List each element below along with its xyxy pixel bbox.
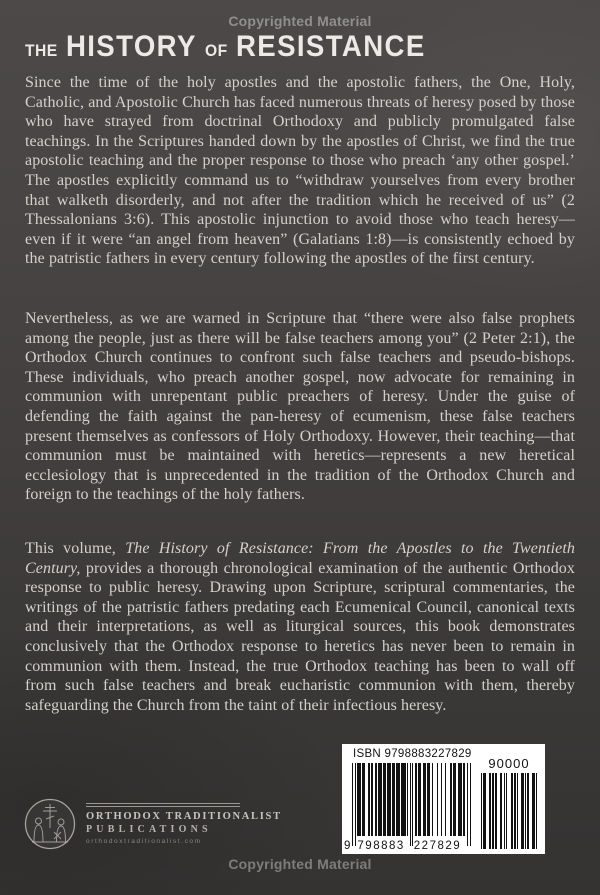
publisher-logo bbox=[23, 794, 282, 854]
publisher-emblem-icon bbox=[23, 794, 77, 854]
copyright-watermark-bottom: Copyrighted Material bbox=[228, 856, 372, 872]
book-title bbox=[25, 30, 426, 64]
title-word-history: HISTORY bbox=[65, 30, 197, 63]
isbn-barcode-block bbox=[342, 744, 545, 854]
publisher-text-block bbox=[86, 794, 282, 854]
back-cover-paragraph-1: Since the time of the holy apostles and the apostolic fathers, the One, Holy, Catholic, and Apostolic Church has faced numerous threats of heresy posed by those who have strayed from doctrinal Orthodoxy and publicly promulgated false teachings. In the Scriptures handed down by the apostles of Christ, we find the true apostolic teaching and the proper response to those who preach ‘any other gospel.’ The apostles explicitly command us to “withdraw yourselves from every brother that walketh disorderly, and not after the tradition which he received of us” (2 Thessalonians 3:6). This apostolic injunction to avoid those who teach heresy—even if it were “an angel from heaven” (Galatians 1:8)—is consistently echoed by the patristic fathers in every century following the apostles of the first century. bbox=[25, 74, 575, 268]
price-supplement-barcode bbox=[480, 756, 538, 849]
copyright-watermark-top: Copyrighted Material bbox=[228, 13, 372, 29]
ean13-lead-digit: 9 bbox=[344, 840, 351, 852]
ean13-digits bbox=[344, 840, 461, 852]
paragraph-3-rest: provides a thorough chronological examination of the authentic Orthodox response to public heresy. Drawing upon Scripture, scriptural commentaries, the writings of the patristic fathers predating each Ecumenical Council, canonical texts and their interpretations, as well as liturgical sources, this book demonstrates conclusively that the Orthodox response to heretics has never been to remain in communion with them. Instead, the true Orthodox teaching has been to wall off from such false teachers and break eucharistic communion with them, thereby safeguarding the Church from the taint of their infectious heresy. bbox=[25, 559, 575, 714]
publisher-name: ORTHODOX TRADITIONALIST bbox=[86, 811, 282, 822]
back-cover-paragraph-3 bbox=[25, 539, 575, 715]
price-code: 90000 bbox=[488, 756, 530, 771]
paragraph-3-book-title-italic: The History of Resistance: From the Apostles to the Twentieth Century, bbox=[25, 540, 575, 577]
isbn-label: ISBN 9798883227829 bbox=[353, 748, 472, 760]
title-word-the: THE bbox=[25, 41, 58, 60]
ean13-digit-group-1: 798883 bbox=[357, 840, 405, 852]
title-word-resistance: RESISTANCE bbox=[235, 30, 426, 63]
publisher-division: PUBLICATIONS bbox=[86, 824, 212, 835]
ean5-barcode-icon bbox=[480, 773, 538, 849]
paragraph-3-prefix: This volume, bbox=[25, 540, 126, 557]
title-word-of: OF bbox=[205, 41, 228, 60]
ean13-barcode-icon bbox=[352, 763, 471, 846]
back-cover-paragraph-2: Nevertheless, as we are warned in Scripture that “there were also false prophets among the people, just as there will be false teachers among you” (2 Peter 2:1), the Orthodox Church continues to confront such false teachers and pseudo-bishops. These individuals, who preach another gospel, now advocate for remaining in communion with unrepentant public preachers of heresy. Under the guise of defending the faith against the pan-heresy of ecumenism, these false teachers present themselves as confessors of Holy Orthodoxy. However, their teaching—that communion must be maintained with heretics—represents a new heretical ecclesiology that is unprecedented in the tradition of the Orthodox Church and foreign to the teachings of the holy fathers. bbox=[25, 310, 575, 504]
publisher-website: orthodoxtraditionalist.com bbox=[86, 838, 202, 845]
publisher-double-rule bbox=[86, 803, 240, 807]
ean13-digit-group-2: 227829 bbox=[413, 840, 462, 852]
